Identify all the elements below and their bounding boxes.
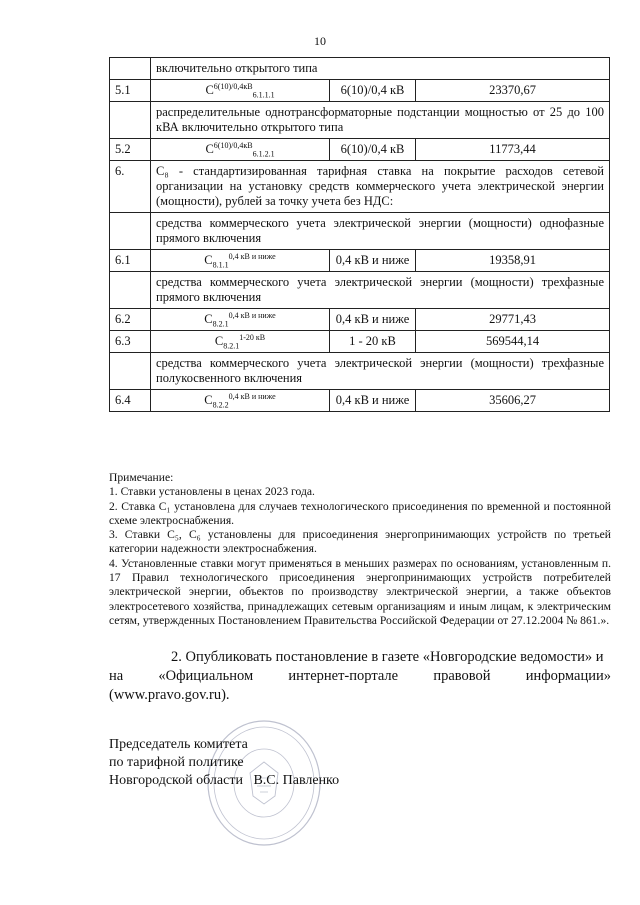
code-base: C xyxy=(205,142,214,156)
num-cell xyxy=(110,213,151,250)
signature-block xyxy=(109,736,339,790)
signature-name: В.С. Павленко xyxy=(253,773,340,788)
code-base: C xyxy=(204,312,213,326)
code-sub: 6.1.1.1 xyxy=(252,90,275,100)
desc-cell: средства коммерческого учета электрической энергии (мощности) трехфазные полукосвенного включения xyxy=(151,353,610,390)
note-item: 1. Ставки установлены в ценах 2023 года. xyxy=(109,485,315,499)
code-sup: 0,4 кВ и ниже xyxy=(228,310,276,320)
code-base: C xyxy=(205,83,214,97)
voltage-cell: 0,4 кВ и ниже xyxy=(330,390,416,412)
clause-word: интернет-портале xyxy=(288,668,399,684)
code-sup: 6(10)/0,4кВ xyxy=(213,140,253,150)
code-base: C xyxy=(214,334,224,348)
code-sup: 0,4 кВ и ниже xyxy=(228,391,276,401)
voltage-cell: 6(10)/0,4 кВ xyxy=(330,139,416,161)
note-item: 2. Ставка C₁ установлена для случаев технологического присоединения по временной и постоянной схеме электроснабжения. xyxy=(109,499,611,527)
value-cell: 35606,27 xyxy=(416,390,610,412)
table-row xyxy=(110,331,610,353)
tariff-table xyxy=(109,57,610,412)
code-sub: 8.2.2 xyxy=(212,400,229,410)
table-row xyxy=(110,390,610,412)
table-row xyxy=(110,161,610,213)
code-sup: 0,4 кВ и ниже xyxy=(228,251,276,261)
desc-cell: средства коммерческого учета электрической энергии (мощности) однофазные прямого включения xyxy=(151,213,610,250)
rate-code xyxy=(151,250,330,272)
code-base: C xyxy=(204,393,213,407)
table-row xyxy=(110,80,610,102)
table-row xyxy=(110,102,610,139)
table-row xyxy=(110,139,610,161)
signature-org: Новгородской области xyxy=(109,773,243,788)
clause-word: «Официальном xyxy=(158,668,254,684)
num-cell: 6.2 xyxy=(110,309,151,331)
rate-code xyxy=(151,139,330,161)
value-cell: 11773,44 xyxy=(416,139,610,161)
clause-line: (www.pravo.gov.ru). xyxy=(109,687,230,703)
num-cell: 5.2 xyxy=(110,139,151,161)
desc-cell: распределительные однотрансформаторные подстанции мощностью от 25 до 100 кВА включительно открытого типа xyxy=(151,102,610,139)
num-cell xyxy=(110,272,151,309)
code-sub: 8.2.1 xyxy=(212,319,229,329)
num-cell xyxy=(110,353,151,390)
clause-word: информации» xyxy=(525,668,611,684)
note-item: 3. Ставки C₅, C₆ установлены для присоединения энергопринимающих устройств по третьей категории надежности электроснабжения. xyxy=(109,528,611,556)
num-cell: 6.1 xyxy=(110,250,151,272)
table-row xyxy=(110,272,610,309)
code-sup: 1-20 кВ xyxy=(239,332,266,342)
signature-line xyxy=(109,772,339,790)
notes-section xyxy=(109,471,611,628)
clause-word: на xyxy=(109,668,124,684)
value-cell: 29771,43 xyxy=(416,309,610,331)
value-cell: 19358,91 xyxy=(416,250,610,272)
rate-code xyxy=(151,309,330,331)
desc-cell: включительно открытого типа xyxy=(151,58,610,80)
num-cell: 6.3 xyxy=(110,331,151,353)
signature-line: по тарифной политике xyxy=(109,755,244,770)
voltage-cell: 6(10)/0,4 кВ xyxy=(330,80,416,102)
notes-heading: Примечание: xyxy=(109,471,174,484)
num-cell: 5.1 xyxy=(110,80,151,102)
code-sub: 8.2.1 xyxy=(223,341,240,351)
num-cell xyxy=(110,102,151,139)
code-sub: 8.1.1 xyxy=(212,260,229,270)
rate-code xyxy=(151,331,330,353)
code-sup: 6(10)/0,4кВ xyxy=(213,81,253,91)
table-row xyxy=(110,353,610,390)
voltage-cell: 0,4 кВ и ниже xyxy=(330,309,416,331)
clause-word: правовой xyxy=(433,668,491,684)
value-cell: 23370,67 xyxy=(416,80,610,102)
table-row xyxy=(110,309,610,331)
table-row xyxy=(110,250,610,272)
voltage-cell: 1 - 20 кВ xyxy=(330,331,416,353)
num-cell: 6. xyxy=(110,161,151,213)
clause-line xyxy=(109,667,611,686)
table-row xyxy=(110,213,610,250)
voltage-cell: 0,4 кВ и ниже xyxy=(330,250,416,272)
num-cell: 6.4 xyxy=(110,390,151,412)
publication-clause xyxy=(109,648,611,705)
page-number: 10 xyxy=(314,34,326,48)
clause-line: 2. Опубликовать постановление в газете «Новгородские ведомости» и xyxy=(171,649,604,665)
rate-code xyxy=(151,80,330,102)
rate-code xyxy=(151,390,330,412)
table-row xyxy=(110,58,610,80)
desc-cell: средства коммерческого учета электрической энергии (мощности) трехфазные прямого включения xyxy=(151,272,610,309)
value-cell: 569544,14 xyxy=(416,331,610,353)
num-cell xyxy=(110,58,151,80)
note-item: 4. Установленные ставки могут применяться в меньших размерах по основаниям, установленным п. 17 Правил технологического присоединения энергопринимающих устройств потребителей электрической энергии, объектов по производству электрической энергии, а также объектов электросетевого хозяйства, принадлежащих сетевым организациям и иным лицам, к электрическим сетям, утвержденных Постановлением Правительства Российской Федерации от 27.12.2004 № 861.». xyxy=(109,556,611,627)
signature-line: Председатель комитета xyxy=(109,737,248,752)
code-sub: 6.1.2.1 xyxy=(252,149,275,159)
code-base: C xyxy=(204,253,213,267)
desc-cell: C₈ - стандартизированная тарифная ставка на покрытие расходов сетевой организации на установку средств коммерческого учета электрической энергии (мощности), рублей за точку учета без НДС: xyxy=(151,161,610,213)
